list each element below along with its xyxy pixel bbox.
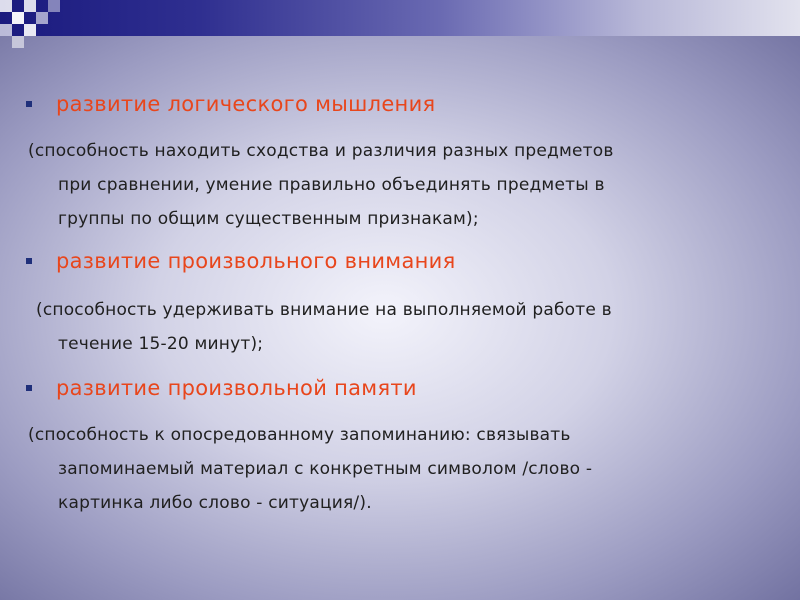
description-line: при сравнении, умение правильно объединять предметы в [58, 175, 605, 195]
description-line: (способность к опосредованному запоминанию: связывать [28, 425, 571, 445]
item-description [28, 418, 592, 520]
item-heading: развитие произвольной памяти [56, 376, 417, 400]
square-bullet-icon [26, 258, 32, 264]
decorative-square [12, 12, 24, 24]
square-bullet-icon [26, 385, 32, 391]
description-line: (способность удерживать внимание на выполняемой работе в [36, 300, 612, 320]
description-line: картинка либо слово - ситуация/). [58, 493, 372, 513]
item-description [36, 293, 612, 361]
description-line: запоминаемый материал с конкретным символом /слово - [58, 459, 593, 479]
description-line: течение 15-20 минут); [58, 334, 264, 354]
item-heading: развитие произвольного внимания [56, 249, 456, 273]
item-heading: развитие логического мышления [56, 92, 436, 116]
square-bullet-icon [26, 101, 32, 107]
decorative-square [12, 36, 24, 48]
top-decoration-bar [0, 0, 800, 36]
decorative-square [24, 0, 36, 12]
item-description [28, 134, 614, 236]
description-line: (способность находить сходства и различия разных предметов [28, 141, 614, 161]
bullet-item-voluntary-attention [26, 249, 456, 273]
description-line: группы по общим существенным признакам); [58, 209, 479, 229]
decorative-square [24, 24, 36, 36]
bullet-item-voluntary-memory [26, 376, 417, 400]
decorative-square [0, 0, 12, 12]
decorative-square [0, 24, 12, 36]
decorative-square [36, 12, 48, 24]
bullet-item-logical-thinking [26, 92, 435, 116]
decorative-square [48, 0, 60, 12]
